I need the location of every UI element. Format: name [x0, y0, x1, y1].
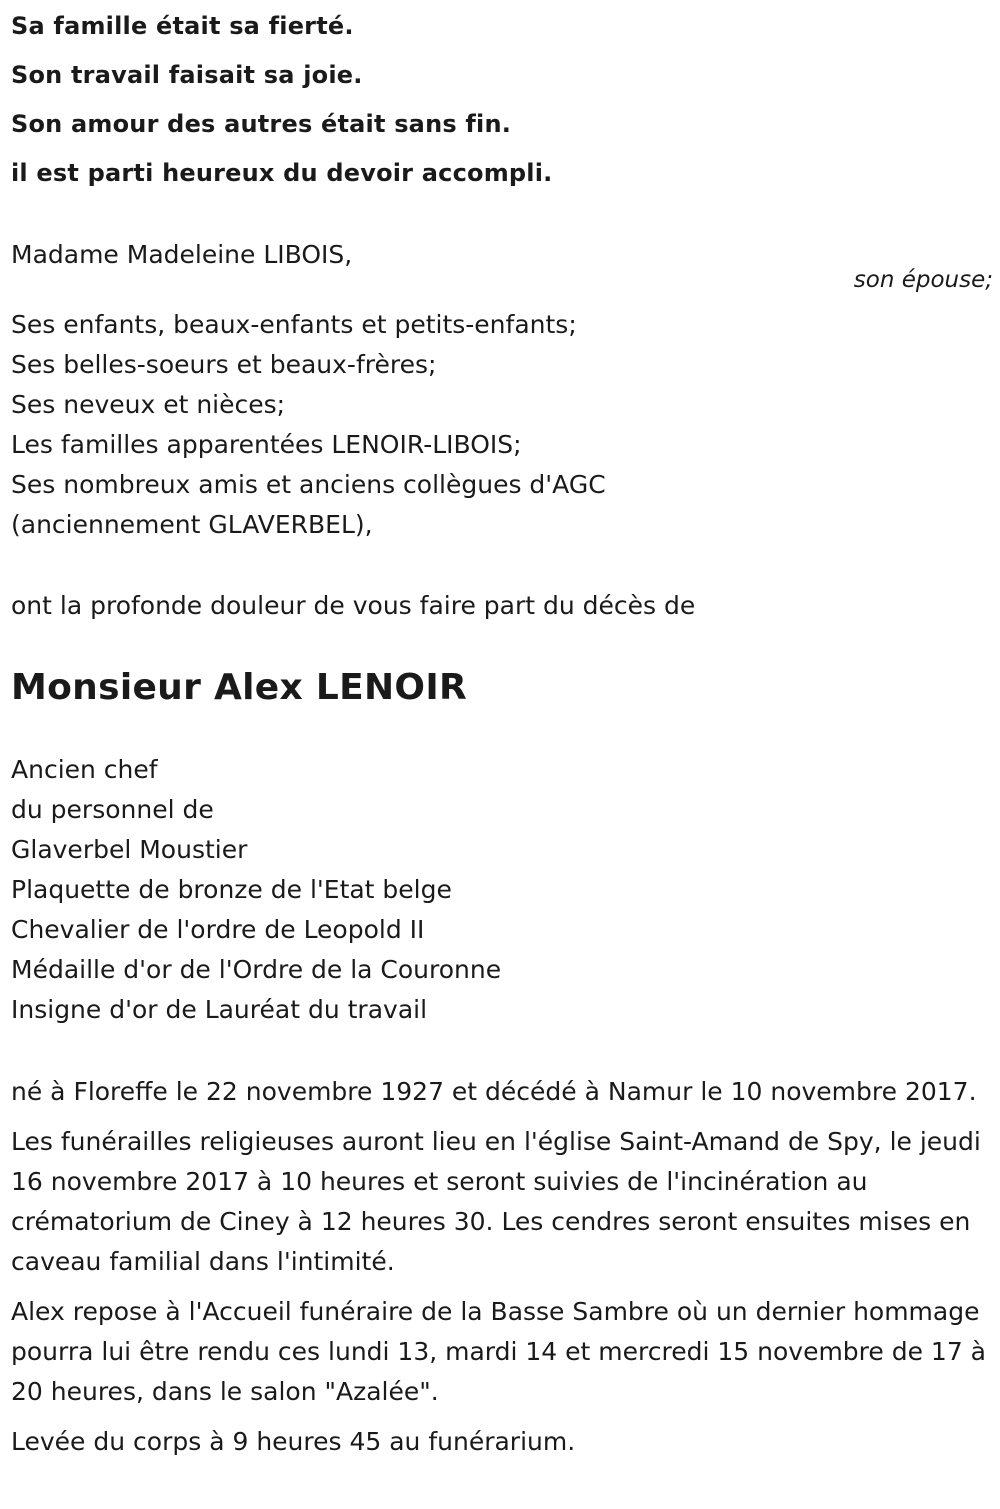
spouse-name: Madame Madeleine LIBOIS,	[11, 240, 353, 269]
epigraph-line: Sa famille était sa fierté.	[11, 12, 354, 40]
birth-death-paragraph: né à Floreffe le 22 novembre 1927 et décédé à Namur le 10 novembre 2017.	[11, 1077, 977, 1106]
family-line: Ses belles-soeurs et beaux-frères;	[11, 350, 437, 379]
title-line: Glaverbel Moustier	[11, 835, 248, 864]
spouse-role: son épouse;	[853, 267, 993, 293]
family-list	[11, 305, 993, 545]
epigraph-line: Son travail faisait sa joie.	[11, 61, 363, 89]
epigraph-line: il est parti heureux du devoir accompli.	[11, 159, 553, 187]
family-line: (anciennement GLAVERBEL),	[11, 510, 373, 539]
title-line: Chevalier de l'ordre de Leopold II	[11, 915, 425, 944]
title-line: Ancien chef	[11, 755, 158, 784]
family-line: Les familles apparentées LENOIR-LIBOIS;	[11, 430, 522, 459]
epigraph	[11, 2, 993, 198]
levee-paragraph: Levée du corps à 9 heures 45 au funérarium.	[11, 1427, 576, 1456]
visitation-paragraph: Alex repose à l'Accueil funéraire de la Basse Sambre où un dernier hommage pourra lui être rendu ces lundi 13, mardi 14 et mercredi 15 novembre de 17 à 20 heures, dans le salon "Azalée".	[11, 1297, 986, 1406]
spouse-block	[11, 235, 993, 305]
funeral-paragraph: Les funérailles religieuses auront lieu en l'église Saint-Amand de Spy, le jeudi 16 novembre 2017 à 10 heures et seront suivies de l'incinération au crématorium de Ciney à 12 heures 30. Les cendres seront ensuites mises en caveau familial dans l'intimité.	[11, 1127, 981, 1276]
announcement: ont la profonde douleur de vous faire part du décès de	[11, 591, 696, 620]
family-line: Ses nombreux amis et anciens collègues d'AGC	[11, 470, 606, 499]
family-line: Ses enfants, beaux-enfants et petits-enfants;	[11, 310, 577, 339]
title-line: du personnel de	[11, 795, 214, 824]
title-line: Médaille d'or de l'Ordre de la Couronne	[11, 955, 502, 984]
family-line: Ses neveux et nièces;	[11, 390, 286, 419]
title-line: Insigne d'or de Lauréat du travail	[11, 995, 428, 1024]
deceased-name: Monsieur Alex LENOIR	[11, 667, 468, 708]
title-line: Plaquette de bronze de l'Etat belge	[11, 875, 452, 904]
obituary-notice	[11, 0, 993, 1462]
epigraph-line: Son amour des autres était sans fin.	[11, 110, 512, 138]
titles-list	[11, 750, 993, 1030]
